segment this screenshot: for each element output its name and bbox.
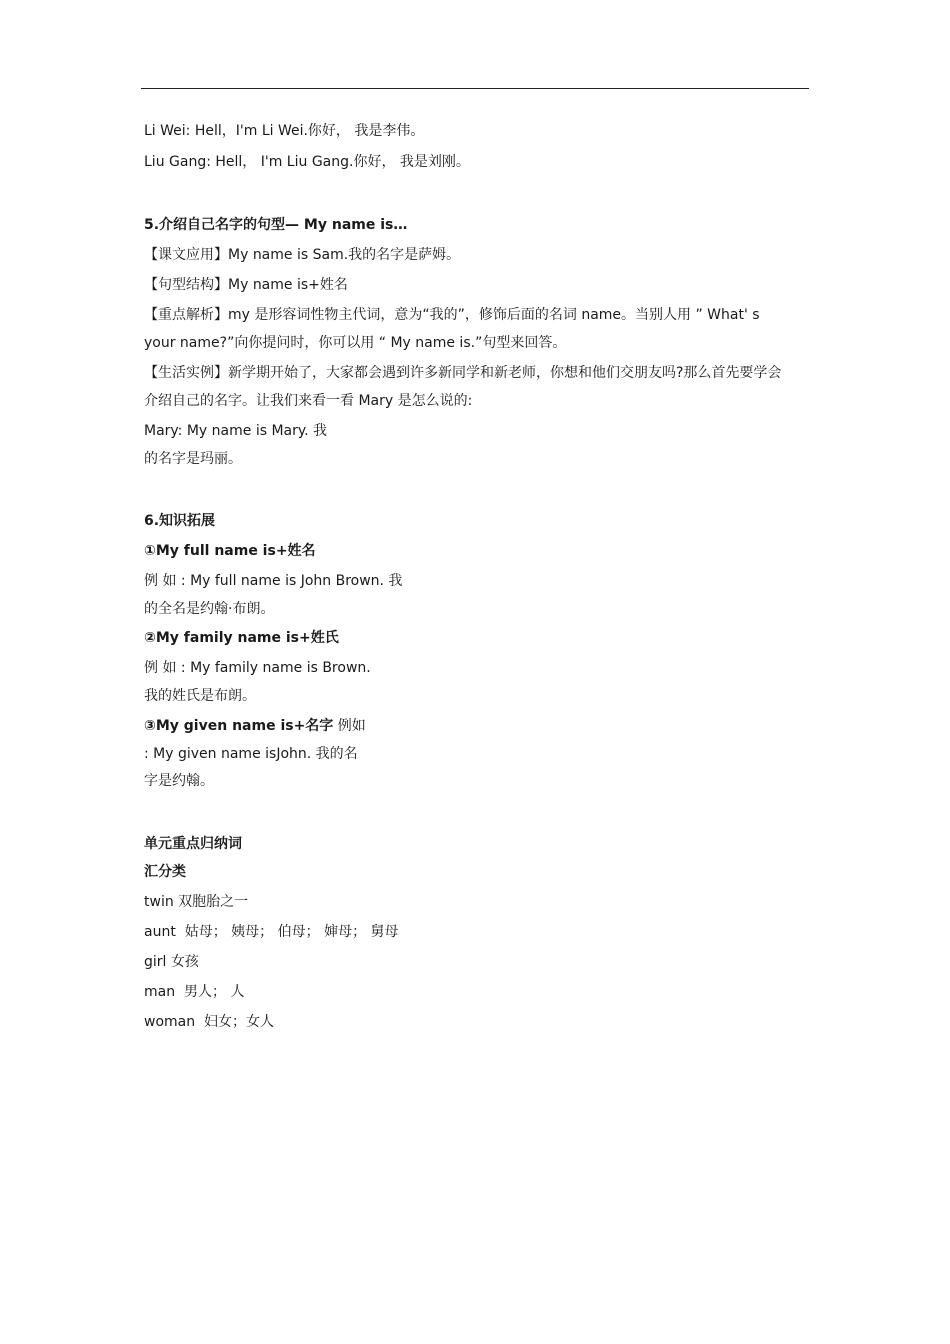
section-6-item-1-example-2: 的全名是约翰·布朗。 — [144, 601, 275, 617]
vocab-word: man 男人； 人 — [144, 984, 245, 1000]
section-5-application: 【课文应用】My name is Sam.我的名字是萨姆。 — [144, 247, 461, 263]
section-6-item-3 — [144, 716, 366, 736]
section-6-item-2-title: ②My family name is+姓氏 — [144, 630, 339, 646]
section-5-example-line-2: 介绍自己的名字。让我们来看一看 Mary 是怎么说的: — [144, 393, 473, 409]
dialogue-li-wei: Li Wei: Hell，I'm Li Wei.你好， 我是李伟。 — [144, 123, 425, 139]
header-rule — [141, 88, 809, 89]
vocab-heading-1: 单元重点归纳词 — [144, 836, 242, 852]
section-6-item-1-example-1: 例 如 : My full name is John Brown. 我 — [144, 573, 403, 589]
section-5-mary-line-1: Mary: My name is Mary. 我 — [144, 423, 328, 439]
section-6-item-2-example-2: 我的姓氏是布朗。 — [144, 688, 256, 704]
section-6-item-1-title: ①My full name is+姓名 — [144, 543, 316, 559]
section-5-analysis-line-2: your name?”向你提问时，你可以用 “ My name is.”句型来回答。 — [144, 335, 567, 351]
section-6-heading: 6.知识拓展 — [144, 513, 216, 529]
section-6-item-3-example-1: : My given name isJohn. 我的名 — [144, 746, 358, 762]
section-5-mary-line-2: 的名字是玛丽。 — [144, 451, 242, 467]
section-5-example-line-1: 【生活实例】新学期开始了，大家都会遇到许多新同学和新老师，你想和他们交朋友吗?那么首先要学会 — [144, 365, 782, 381]
section-5-heading: 5.介绍自己名字的句型— My name is… — [144, 217, 408, 233]
vocab-word: woman 妇女；女人 — [144, 1014, 275, 1030]
section-5-structure: 【句型结构】My name is+姓名 — [144, 277, 348, 293]
section-6-item-3-example-2: 字是约翰。 — [144, 773, 214, 789]
vocab-word: girl 女孩 — [144, 954, 199, 970]
section-5-analysis-line-1: 【重点解析】my 是形容词性物主代词，意为“我的”，修饰后面的名词 name。当别人用 ” What' s — [144, 307, 760, 323]
vocab-word: twin 双胞胎之一 — [144, 894, 249, 910]
vocab-heading-2: 汇分类 — [144, 864, 186, 880]
dialogue-liu-gang: Liu Gang: Hell， I'm Liu Gang.你好， 我是刘刚。 — [144, 154, 470, 170]
section-6-item-3-tail: 例如 — [333, 718, 366, 734]
section-6-item-3-title: ③My given name is+名字 — [144, 718, 334, 734]
section-6-item-2-example-1: 例 如 : My family name is Brown. — [144, 660, 371, 676]
vocab-word: aunt 姑母； 姨母； 伯母； 婶母； 舅母 — [144, 924, 399, 940]
